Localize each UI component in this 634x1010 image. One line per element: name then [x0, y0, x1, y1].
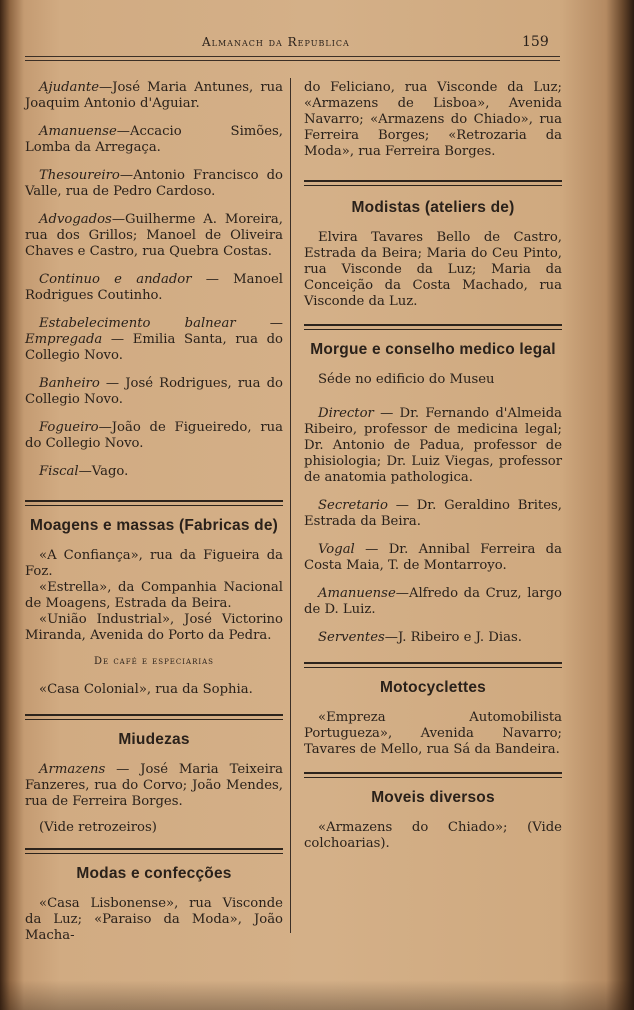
morgue-amanuense: Amanuense—Alfredo da Cruz, largo de D. Luiz. [304, 586, 562, 617]
right-column [304, 80, 562, 852]
entry-advogados: Advogados—Guilherme A. Moreira, rua dos Grillos; Manoel de Oliveira Chaves e Castro, rua Quebra Costas. [25, 212, 283, 259]
section-rule [25, 714, 283, 720]
moagens-item: «A Confiança», rua da Figueira da Foz. [25, 548, 283, 579]
column-divider [290, 78, 291, 933]
section-rule [25, 848, 283, 854]
section-rule [304, 180, 562, 186]
moagens-item: «Estrella», da Companhia Nacional de Moagens, Estrada da Beira. [25, 580, 283, 611]
page-header [0, 35, 634, 55]
morgue-sede: Séde no edificio do Museu [318, 372, 495, 387]
heading-miudezas: Miudezas [118, 731, 190, 748]
entry-fogueiro: Fogueiro—João de Figueiredo, rua do Collegio Novo. [25, 420, 283, 451]
section-rule [25, 500, 283, 506]
section-rule [304, 772, 562, 778]
miudezas-note: (Vide retrozeiros) [39, 820, 157, 835]
section-rule [304, 324, 562, 330]
cafe-item: «Casa Colonial», rua da Sophia. [39, 682, 253, 697]
miudezas-entry: Armazens — José Maria Teixeira Fanzeres, rua do Corvo; João Mendes, rua de Ferreira Borges. [25, 762, 283, 809]
entry-banheiro: Banheiro — José Rodrigues, rua do Collegio Novo. [25, 376, 283, 407]
heading-modistas: Modistas (ateliers de) [351, 199, 515, 216]
morgue-secretario: Secretario — Dr. Geraldino Brites, Estrada da Beira. [304, 498, 562, 529]
header-rule [25, 56, 560, 61]
section-rule [304, 662, 562, 668]
entry-ajudante: Ajudante—José Maria Antunes, rua Joaquim Antonio d'Aguiar. [25, 80, 283, 111]
entry-amanuense: Amanuense—Accacio Simões, Lomba da Arregaça. [25, 124, 283, 155]
heading-moveis: Moveis diversos [371, 789, 495, 806]
moveis-text: «Armazens do Chiado»; (Vide colchoarias). [304, 820, 562, 851]
entry-thesoureiro: Thesoureiro—Antonio Francisco do Valle, rua de Pedro Cardoso. [25, 168, 283, 199]
heading-motocyclettes: Motocyclettes [380, 679, 486, 696]
motocyclettes-text: «Empreza Automobilista Portugueza», Avenida Navarro; Tavares de Mello, rua Sá da Bandeira. [304, 710, 562, 757]
page-number: 159 [522, 34, 549, 50]
heading-morgue: Morgue e conselho medico legal [310, 341, 556, 358]
modas-text: «Casa Lisbonense», rua Visconde da Luz; «Paraiso da Moda», João Macha- [25, 896, 283, 943]
entry-fiscal: Fiscal—Vago. [39, 464, 129, 479]
running-title: Almanach da Republica [202, 35, 350, 49]
heading-modas: Modas e confecções [76, 865, 232, 882]
modas-continuation: do Feliciano, rua Visconde da Luz; «Armazens de Lisboa», Avenida Navarro; «Armazens do Chiado», rua Ferreira Borges; «Retrozaria da Moda», rua Ferreira Borges. [304, 80, 562, 159]
morgue-director: Director — Dr. Fernando d'Almeida Ribeiro, professor de medicina legal; Dr. Antonio de Padua, professor de phisiologia; Dr. Luiz Viegas, professor de anatomia pathologica. [304, 406, 562, 485]
subheading-cafe: De café e especiarias [94, 656, 214, 667]
moagens-item: «União Industrial», José Victorino Miranda, Avenida do Porto da Pedra. [25, 612, 283, 643]
left-column [25, 80, 283, 944]
morgue-serventes: Serventes—J. Ribeiro e J. Dias. [318, 630, 522, 645]
entry-continuo: Continuo e andador — Manoel Rodrigues Coutinho. [25, 272, 283, 303]
morgue-vogal: Vogal — Dr. Annibal Ferreira da Costa Maia, T. de Montarroyo. [304, 542, 562, 573]
entry-estabelecimento: Estabelecimento balnear — Empregada — Emilia Santa, rua do Collegio Novo. [25, 316, 283, 363]
heading-moagens: Moagens e massas (Fabricas de) [29, 517, 279, 534]
modistas-text: Elvira Tavares Bello de Castro, Estrada da Beira; Maria do Ceu Pinto, rua Visconde da Luz; Maria da Conceição da Costa Machado, rua Visconde da Luz. [304, 230, 562, 309]
